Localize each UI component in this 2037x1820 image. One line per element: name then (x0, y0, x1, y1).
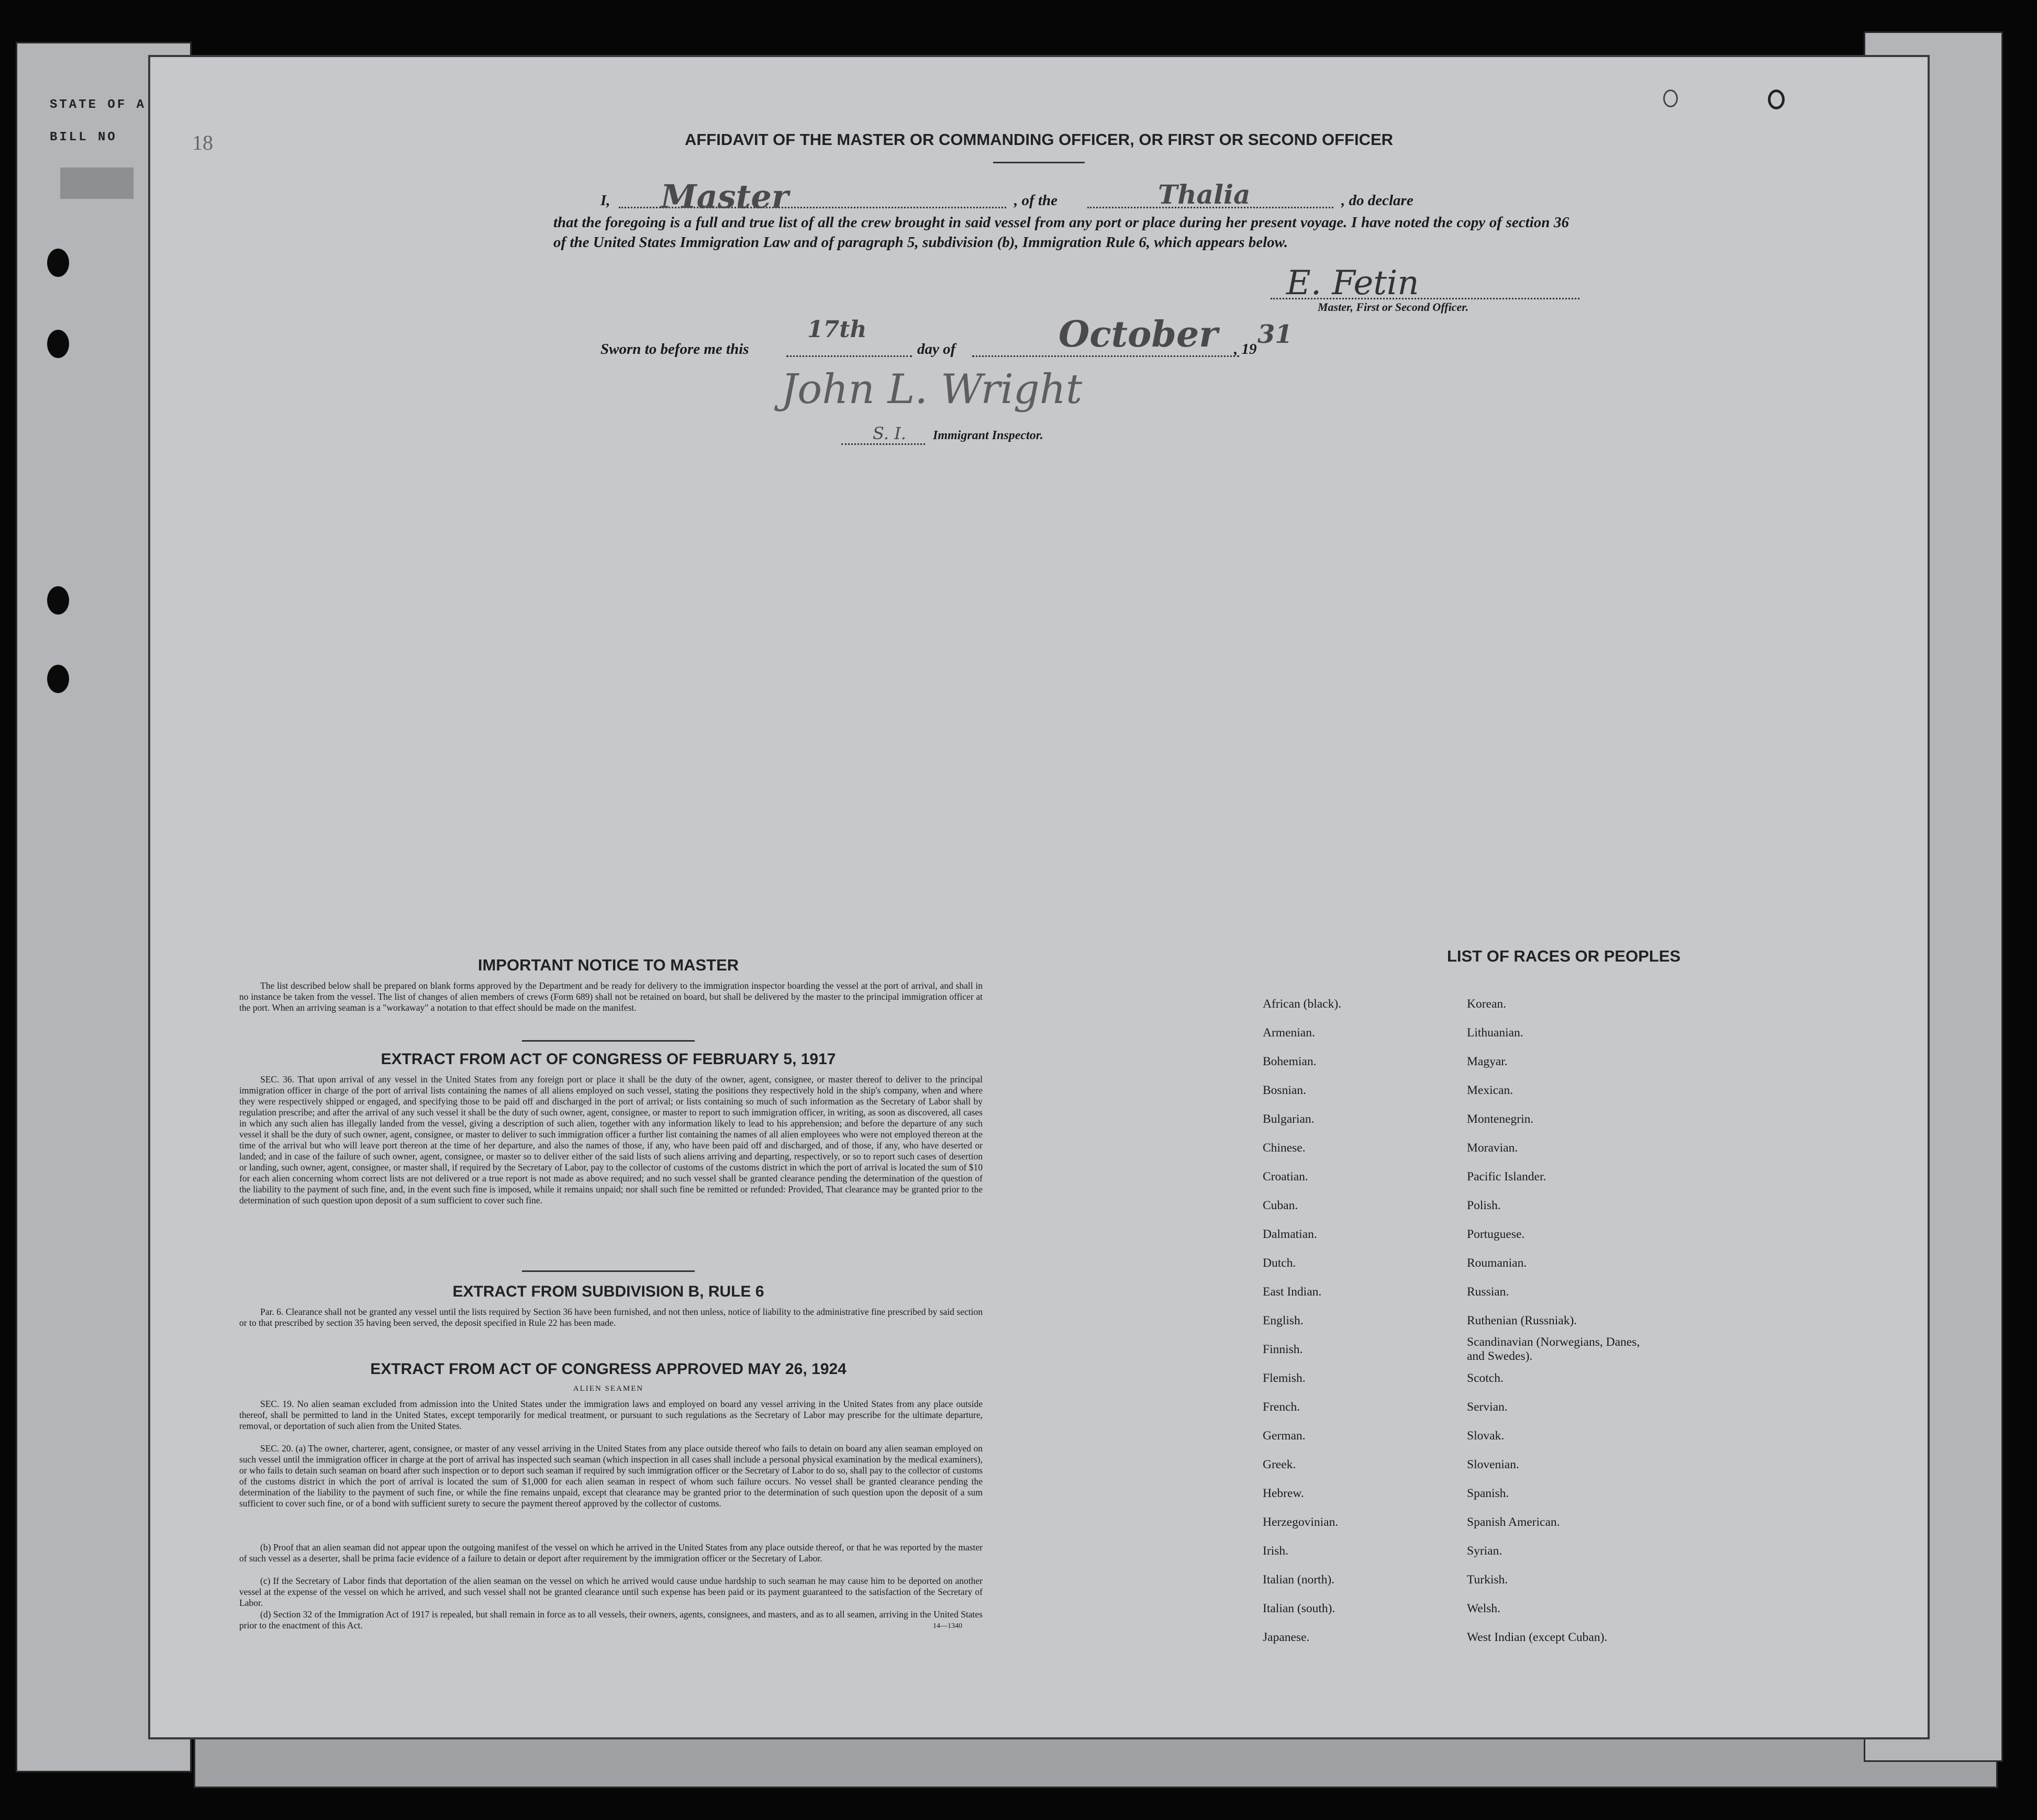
binder-hole-left-1 (47, 249, 69, 277)
race-item: Syrian. (1467, 1544, 1502, 1558)
sworn-month: October (1059, 314, 1218, 355)
extract3-subtitle: ALIEN SEAMEN (573, 1384, 644, 1393)
race-item: Russian. (1467, 1285, 1509, 1299)
extract3-sec20d: (d) Section 32 of the Immigration Act of 1917 is repealed, but shall remain in force as to all vessels, their owners, agents, consignees, and masters, and as to all seamen, arriving in the United States prior to the enactment of this Act. (239, 1609, 983, 1631)
sworn-line (150, 314, 1928, 366)
vessel-name: Thalia (1158, 179, 1251, 210)
binder-hole-left-4 (47, 665, 69, 693)
race-item: Welsh. (1467, 1602, 1501, 1615)
race-item: French. (1263, 1400, 1300, 1414)
sworn-year: 31 (1257, 320, 1293, 349)
race-item: Dalmatian. (1263, 1227, 1317, 1241)
race-item: Moravian. (1467, 1141, 1518, 1155)
race-item: Lithuanian. (1467, 1026, 1523, 1040)
inspector-caption: Immigrant Inspector. (933, 429, 1043, 442)
vessel-prefix: , of the (1014, 192, 1058, 209)
race-item: African (black). (1263, 997, 1342, 1011)
race-item: Finnish. (1263, 1343, 1303, 1356)
race-item: Portuguese. (1467, 1227, 1525, 1241)
race-item: Armenian. (1263, 1026, 1315, 1040)
races-title: LIST OF RACES OR PEOPLES (1446, 947, 1681, 965)
race-item: German. (1263, 1429, 1306, 1443)
race-item: Herzegovinian. (1263, 1515, 1339, 1529)
race-item: Servian. (1467, 1400, 1508, 1414)
manifest-page (148, 55, 1930, 1739)
race-item: Spanish. (1467, 1487, 1509, 1500)
notice-body: The list described below shall be prepared on blank forms approved by the Department and be ready for delivery to the immigration inspector boarding the vessel at the port of arrival, and shall in no instance be taken from the vessel. The list of changes of alien members of crews (Form 689) shall not be retained on board, but shall be delivered by the master to the principal immigration officer at the port. When an arriving seaman is a "workaway" a notation to that effect should be made on the manifest. (239, 980, 983, 1013)
extract1-rule (522, 1040, 695, 1042)
extract3-title: EXTRACT FROM ACT OF CONGRESS APPROVED MAY 26, 1924 (370, 1360, 847, 1378)
sidebar-stub (50, 89, 146, 154)
race-item: Italian (south). (1263, 1602, 1335, 1615)
race-item: Magyar. (1467, 1055, 1508, 1068)
officer-signature-line (1271, 298, 1579, 299)
extract3-sec20c: (c) If the Secretary of Labor finds that deportation of the alien seaman on the vessel on which he arrived would cause undue hardship to such seaman he may cause him to be deported on another vessel at the expense of the vessel on which he arrived, and such vessel shall not be granted clearance until such expense has been paid or its payment guaranteed to the satisfaction of the Secretary of Labor. (239, 1576, 983, 1608)
race-item: Flemish. (1263, 1371, 1306, 1385)
race-item: Scandinavian (Norwegians, Danes, and Swedes). (1467, 1335, 1640, 1363)
race-item: Mexican. (1467, 1084, 1513, 1097)
race-item: Scotch. (1467, 1371, 1504, 1385)
notice-title: IMPORTANT NOTICE TO MASTER (477, 956, 739, 974)
form-number: 14—1340 (933, 1622, 962, 1630)
race-item: Korean. (1467, 997, 1507, 1011)
race-item: Cuban. (1263, 1199, 1298, 1212)
race-item: Turkish. (1467, 1573, 1508, 1587)
extract3-sec20a: SEC. 20. (a) The owner, charterer, agent, consignee, or master of any vessel arriving in the United States from any place outside thereof who fails to detain on board any alien seaman employed on such vessel until the immigration officer in charge at the port of arrival has inspected such seaman (which inspection in all cases shall include a personal physical examination by the medical examiners), or who fails to detain such seaman on board after such inspection or to deport such seaman if required by such immigration officer or the Secretary of Labor to do so, shall pay to the collector of customs of the customs district in which the port of arrival is located the sum of $1,000 for each alien seaman in respect of whom such failure occurs. No vessel shall be granted clearance pending the determination of the liability to the payment of such fine, or while the fine remains unpaid, except that clearance may be granted prior to the determination of such question upon the deposit of a sum sufficient to cover such fine, or of a bond with sufficient surety to secure the payment thereof approved by the collector of customs. (239, 1443, 983, 1509)
race-item: English. (1263, 1314, 1304, 1327)
race-item: Greek. (1263, 1458, 1296, 1471)
extract2-title: EXTRACT FROM SUBDIVISION B, RULE 6 (452, 1283, 764, 1300)
binder-hole-left-3 (47, 586, 69, 615)
extract1-body: SEC. 36. That upon arrival of any vessel in the United States from any foreign port or place it shall be the duty of the owner, agent, consignee, or master thereof to deliver to the principal immigration officer in charge of the port of arrival lists containing the names of all aliens employed on such vessel, stating the positions they respectively hold in the ship's company, when and where they were respectively shipped or engaged, and specifying those to be paid off and discharged in the port of arrival; or lists containing so much of such information as the Secretary of Labor shall by regulation prescribe; and after the arrival of any such vessel it shall be the duty of such owner, agent, consignee, or master to report to such immigration officer, in writing, as soon as discovered, all cases in which any such alien has illegally landed from the vessel, giving a description of such alien, together with any information likely to lead to his apprehension; and before the departure of any such vessel it shall be the duty of such owner, agent, consignee, or master to deliver to such immigration officer a further list containing the names of all alien employees who were not employed thereon at the time of the arrival but who will leave port thereon at the time of her departure, and also the names of those, if any, who have been paid off and discharged, and of those, if any, who have deserted or landed; and in case of the failure of such owner, agent, consignee, or master so to deliver either of the said lists of such aliens arriving and departing, respectively, or so to report such cases of desertion or landing, such owner, agent, consignee, or master shall, if required by the Secretary of Labor, pay to the collector of customs of the customs district in which the port of arrival is located the sum of $10 for each alien concerning whom correct lists are not delivered or a true report is not made as above required; and no such vessel shall be granted clearance pending the determination of the question of the liability to the payment of such fine, and, in the event such fine is imposed, while it remains unpaid; nor shall such fine be remitted or refunded: Provided, That clearance may be granted prior to the determination of such question upon deposit of a sum sufficient to cover such fine. (239, 1074, 983, 1205)
race-item: Bosnian. (1263, 1084, 1306, 1097)
declarant-prefix: I, (600, 192, 610, 209)
affidavit-body: that the foregoing is a full and true list of all the crew brought in said vessel from any port or place during her present voyage. I have noted the copy of section 36 of the United States Immigration Law and of paragraph 5, subdivision (b), Immigration Rule 6, which appears below. (553, 214, 1569, 251)
extract2-body: Par. 6. Clearance shall not be granted any vessel until the lists required by Section 36 have been furnished, and not then unless, notice of liability to the administrative fine prescribed by said section or to that prescribed by section 35 having been served, the deposit specified in Rule 22 has been made. (239, 1307, 983, 1328)
race-item: Irish. (1263, 1544, 1288, 1558)
extract3-sec20b: (b) Proof that an alien seaman did not appear upon the outgoing manifest of the vessel on which he arrived in the United States from any place outside thereof, or that he was reported by the master of such vessel as a deserter, shall be prima facie evidence of a failure to detain or deport after requirement by the immigration officer or the Secretary of Labor. (239, 1542, 983, 1564)
race-item: Chinese. (1263, 1141, 1306, 1155)
sworn-day: 17th (807, 316, 867, 343)
race-item: Ruthenian (Russniak). (1467, 1314, 1577, 1327)
sheet-number: 18 (192, 131, 213, 154)
sworn-mid: day of (917, 341, 956, 358)
race-item: Dutch. (1263, 1256, 1296, 1270)
sworn-prefix: Sworn to before me this (600, 341, 749, 358)
race-item: Montenegrin. (1467, 1112, 1534, 1126)
sworn-year-prefix: , 19 (1234, 341, 1257, 358)
extract1-title: EXTRACT FROM ACT OF CONGRESS OF FEBRUARY 5, 1917 (381, 1051, 836, 1068)
binder-hole-left-2 (47, 330, 69, 358)
races-left-column (1263, 990, 1341, 1652)
stub-line-2: BILL NO (50, 130, 117, 144)
race-item: Hebrew. (1263, 1487, 1304, 1500)
race-item: Italian (north). (1263, 1573, 1335, 1587)
sworn-month-line (972, 355, 1239, 357)
extract3-sec19: SEC. 19. No alien seaman excluded from admission into the United States under the immigration laws and employed on board any vessel arriving in the United States from any place outside thereof, shall be permitted to land in the United States, except temporarily for medical treatment, or pursuant to such regulations as the Secretary of Labor may prescribe for the ultimate departure, removal, or deportation of such alien from the United States. (239, 1399, 983, 1431)
races-right-column (1467, 990, 1655, 1652)
inspector-initials: S. I. (873, 423, 906, 443)
race-item: Roumanian. (1467, 1256, 1527, 1270)
extract2-rule (522, 1270, 695, 1272)
race-item: Slovak. (1467, 1429, 1505, 1443)
inspector-signature: John L. Wright (781, 366, 1083, 413)
affidavit-title: AFFIDAVIT OF THE MASTER OR COMMANDING OFFICER, OR FIRST OR SECOND OFFICER (684, 130, 1394, 149)
race-item: Pacific Islander. (1467, 1170, 1546, 1183)
declarant-name: Master (661, 177, 789, 216)
officer-signature-caption: Master, First or Second Officer. (1318, 300, 1469, 314)
sworn-day-line (786, 355, 912, 357)
declare-suffix: , do declare (1341, 192, 1413, 209)
stub-stamp (60, 168, 133, 199)
affidavit-title-rule (993, 162, 1085, 163)
race-item: Slovenian. (1467, 1458, 1519, 1471)
race-item: East Indian. (1263, 1285, 1322, 1299)
race-item: Polish. (1467, 1199, 1501, 1212)
officer-signature: E. Fetin (1286, 264, 1419, 303)
race-item: Bohemian. (1263, 1055, 1317, 1068)
stub-line-1: STATE OF A (50, 98, 147, 112)
race-item: Croatian. (1263, 1170, 1308, 1183)
race-item: Bulgarian. (1263, 1112, 1315, 1126)
inspector-line (841, 443, 925, 445)
race-item: West Indian (except Cuban). (1467, 1631, 1608, 1644)
race-item: Japanese. (1263, 1631, 1310, 1644)
corner-mark-left-icon (1663, 90, 1678, 107)
race-item: Spanish American. (1467, 1515, 1560, 1529)
corner-mark-right-icon (1768, 90, 1785, 109)
